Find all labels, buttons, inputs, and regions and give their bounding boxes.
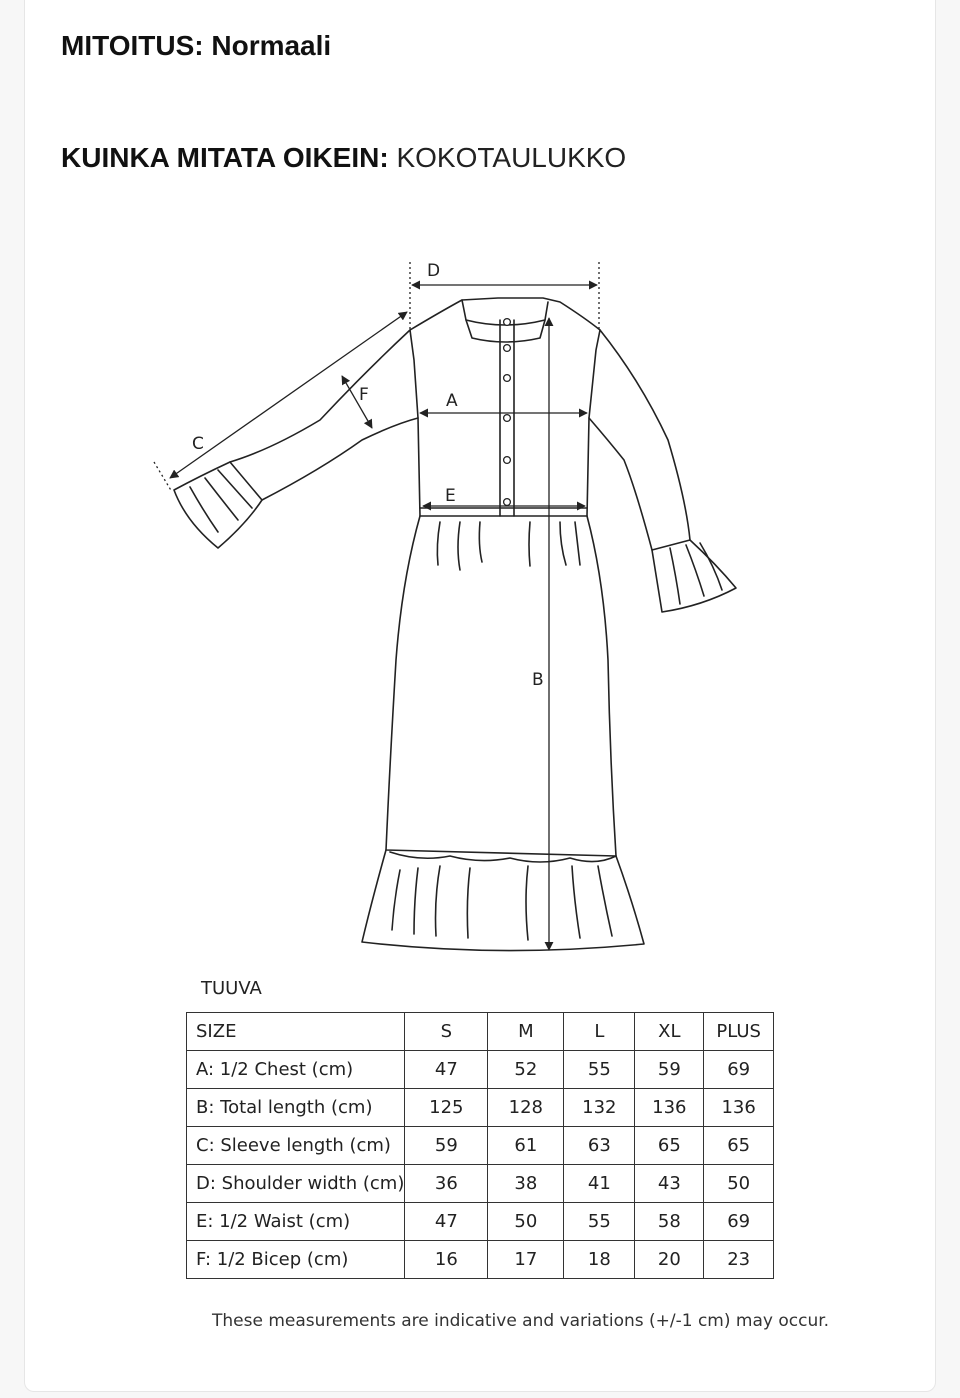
table-cell: 69 <box>704 1051 774 1089</box>
row-label: E: 1/2 Waist (cm) <box>187 1203 405 1241</box>
table-cell: 20 <box>635 1241 704 1279</box>
table-cell: 50 <box>488 1203 564 1241</box>
table-cell: 47 <box>405 1051 488 1089</box>
table-cell: 136 <box>635 1089 704 1127</box>
table-row <box>187 1203 774 1241</box>
measure-heading-prefix: KUINKA MITATA OIKEIN: <box>61 142 389 173</box>
table-cell: 61 <box>488 1127 564 1165</box>
table-cell: 59 <box>635 1051 704 1089</box>
table-cell: 128 <box>488 1089 564 1127</box>
size-table-title: TUUVA <box>201 978 262 999</box>
table-row <box>187 1051 774 1089</box>
label-c: C <box>192 434 204 454</box>
button-markers <box>504 319 511 506</box>
table-cell: 69 <box>704 1203 774 1241</box>
table-row <box>187 1127 774 1165</box>
row-label: A: 1/2 Chest (cm) <box>187 1051 405 1089</box>
table-cell: 125 <box>405 1089 488 1127</box>
table-cell: 17 <box>488 1241 564 1279</box>
table-cell: 132 <box>564 1089 635 1127</box>
measure-guides <box>154 262 599 950</box>
table-cell: 65 <box>704 1127 774 1165</box>
header-xl: XL <box>635 1013 704 1051</box>
table-cell: 58 <box>635 1203 704 1241</box>
table-cell: 136 <box>704 1089 774 1127</box>
sleeve-length-arrow <box>170 312 407 478</box>
label-b: B <box>532 670 544 690</box>
row-label: F: 1/2 Bicep (cm) <box>187 1241 405 1279</box>
header-l: L <box>564 1013 635 1051</box>
measure-labels <box>192 261 544 690</box>
label-e: E <box>445 486 456 506</box>
table-cell: 55 <box>564 1051 635 1089</box>
label-d: D <box>427 261 441 281</box>
header-size: SIZE <box>187 1013 405 1051</box>
table-cell: 36 <box>405 1165 488 1203</box>
size-table <box>186 1012 774 1279</box>
table-cell: 47 <box>405 1203 488 1241</box>
table-cell: 50 <box>704 1165 774 1203</box>
row-label: B: Total length (cm) <box>187 1089 405 1127</box>
table-cell: 23 <box>704 1241 774 1279</box>
header-plus: PLUS <box>704 1013 774 1051</box>
size-chart-link[interactable]: KOKOTAULUKKO <box>396 142 627 173</box>
table-cell: 18 <box>564 1241 635 1279</box>
row-label: D: Shoulder width (cm) <box>187 1165 405 1203</box>
table-cell: 55 <box>564 1203 635 1241</box>
table-row <box>187 1165 774 1203</box>
label-a: A <box>446 391 458 411</box>
table-cell: 16 <box>405 1241 488 1279</box>
table-header-row <box>187 1013 774 1051</box>
fit-heading: MITOITUS: Normaali <box>61 30 332 61</box>
table-cell: 65 <box>635 1127 704 1165</box>
table-row <box>187 1241 774 1279</box>
measurement-note: These measurements are indicative and variations (+/-1 cm) may occur. <box>212 1311 830 1331</box>
table-cell: 41 <box>564 1165 635 1203</box>
row-label: C: Sleeve length (cm) <box>187 1127 405 1165</box>
table-cell: 63 <box>564 1127 635 1165</box>
header-m: M <box>488 1013 564 1051</box>
header-s: S <box>405 1013 488 1051</box>
label-f: F <box>359 385 369 405</box>
table-row <box>187 1089 774 1127</box>
table-cell: 52 <box>488 1051 564 1089</box>
table-cell: 59 <box>405 1127 488 1165</box>
table-cell: 38 <box>488 1165 564 1203</box>
table-cell: 43 <box>635 1165 704 1203</box>
